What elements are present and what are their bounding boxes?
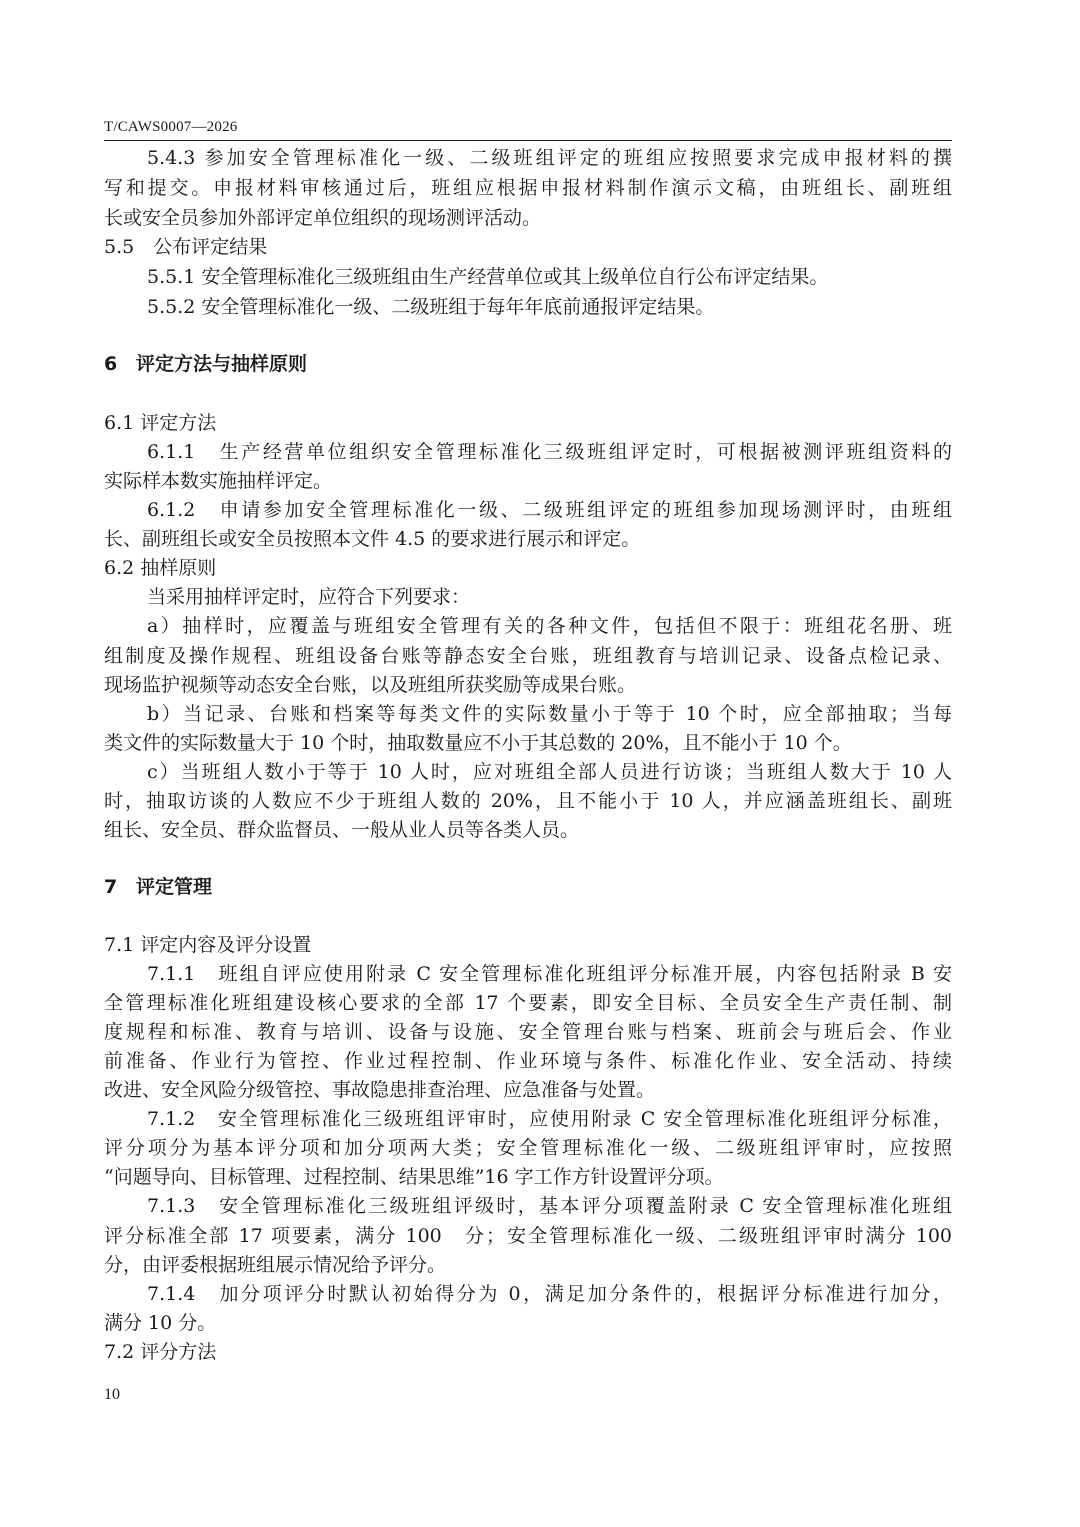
para-7-1-2-line-1: 7.1.2 安全管理标准化三级班组评审时，应使用附录 C 安全管理标准化班组评分标准， — [147, 1108, 952, 1130]
section-7-number: 7 — [104, 876, 118, 898]
para-6-2-intro: 当采用抽样评定时，应符合下列要求： — [147, 586, 471, 608]
item-c-line-2: 时，抽取访谈的人数应不少于班组人数的 20%，且不能小于 10 人，并应涵盖班组长、副班 — [104, 790, 952, 812]
para-6-1-2-line-1: 6.1.2 申请参加安全管理标准化一级、二级班组评定的班组参加现场测评时，由班组 — [147, 499, 952, 521]
para-6-1-1-line-2: 实际样本数实施抽样评定。 — [104, 470, 333, 492]
section-6-heading — [104, 349, 307, 379]
header-rule — [104, 140, 952, 141]
subheading-7-1: 7.1 评定内容及评分设置 — [104, 934, 312, 956]
subheading-6-1: 6.1 评定方法 — [104, 412, 217, 434]
item-a-line-2: 组制度及操作规程、班组设备台账等静态安全台账，班组教育与培训记录、设备点检记录、 — [104, 645, 952, 667]
item-c-line-3: 组长、安全员、群众监督员、一般从业人员等各类人员。 — [104, 819, 580, 841]
para-5-5-1: 5.5.1 安全管理标准化三级班组由生产经营单位或其上级单位自行公布评定结果。 — [147, 266, 829, 288]
section-6-number: 6 — [104, 353, 118, 375]
subheading-6-2: 6.2 抽样原则 — [104, 557, 217, 579]
para-5-4-3-line-3: 长或安全员参加外部评定单位组织的现场测评活动。 — [104, 207, 542, 229]
para-7-1-2-line-2: 评分项分为基本评分项和加分项两大类；安全管理标准化一级、二级班组评审时，应按照 — [104, 1137, 952, 1159]
para-7-1-4-line-1: 7.1.4 加分项评分时默认初始得分为 0，满足加分条件的，根据评分标准进行加分， — [147, 1283, 952, 1305]
para-7-1-1-line-4: 前准备、作业行为管控、作业过程控制、作业环境与条件、标准化作业、安全活动、持续 — [104, 1050, 952, 1072]
para-7-1-4-line-2: 满分 10 分。 — [104, 1312, 217, 1334]
para-7-1-1-line-5: 改进、安全风险分级管控、事故隐患排查治理、应急准备与处置。 — [104, 1079, 656, 1101]
section-6-title: 评定方法与抽样原则 — [136, 353, 308, 375]
para-5-4-3-line-1: 5.4.3 参加安全管理标准化一级、二级班组评定的班组应按照要求完成申报材料的撰 — [147, 147, 952, 169]
item-b-line-2: 类文件的实际数量大于 10 个时，抽取数量应不小于其总数的 20%，且不能小于 10 个。 — [104, 732, 852, 754]
subheading-5-5: 5.5 公布评定结果 — [104, 236, 268, 258]
page-number: 10 — [104, 1386, 120, 1403]
para-7-1-1-line-2: 全管理标准化班组建设核心要求的全部 17 个要素，即安全目标、全员安全生产责任制、制 — [104, 992, 952, 1014]
para-5-4-3-line-2: 写和提交。申报材料审核通过后，班组应根据申报材料制作演示文稿，由班组长、副班组 — [104, 177, 952, 199]
para-7-1-1-line-1: 7.1.1 班组自评应使用附录 C 安全管理标准化班组评分标准开展，内容包括附录 B 安 — [147, 963, 952, 985]
item-b-line-1: b）当记录、台账和档案等每类文件的实际数量小于等于 10 个时，应全部抽取；当每 — [147, 703, 952, 725]
subheading-7-2: 7.2 评分方法 — [104, 1341, 217, 1363]
item-a-line-1: a）抽样时，应覆盖与班组安全管理有关的各种文件，包括但不限于：班组花名册、班 — [147, 615, 952, 637]
section-7-heading — [104, 872, 212, 902]
para-7-1-3-line-3: 分，由评委根据班组展示情况给予评分。 — [104, 1254, 447, 1276]
section-7-title: 评定管理 — [136, 876, 213, 898]
para-5-5-2: 5.5.2 安全管理标准化一级、二级班组于每年年底前通报评定结果。 — [147, 296, 715, 318]
document-page — [104, 0, 952, 1527]
item-a-line-3: 现场监护视频等动态安全台账，以及班组所获奖励等成果台账。 — [104, 674, 637, 696]
para-7-1-3-line-2: 评分标准全部 17 项要素，满分 100 分；安全管理标准化一级、二级班组评审时满分 100 — [104, 1225, 952, 1247]
standard-code: T/CAWS0007—2026 — [104, 119, 238, 135]
para-7-1-3-line-1: 7.1.3 安全管理标准化三级班组评级时，基本评分项覆盖附录 C 安全管理标准化班组 — [147, 1195, 952, 1217]
para-7-1-2-line-3: “问题导向、目标管理、过程控制、结果思维”16 字工作方针设置评分项。 — [104, 1166, 724, 1188]
item-c-line-1: c）当班组人数小于等于 10 人时，应对班组全部人员进行访谈；当班组人数大于 10 人 — [147, 761, 952, 783]
para-6-1-2-line-2: 长、副班组长或安全员按照本文件 4.5 的要求进行展示和评定。 — [104, 528, 641, 550]
para-7-1-1-line-3: 度规程和标准、教育与培训、设备与设施、安全管理台账与档案、班前会与班后会、作业 — [104, 1021, 952, 1043]
para-6-1-1-line-1: 6.1.1 生产经营单位组织安全管理标准化三级班组评定时，可根据被测评班组资料的 — [147, 441, 952, 463]
